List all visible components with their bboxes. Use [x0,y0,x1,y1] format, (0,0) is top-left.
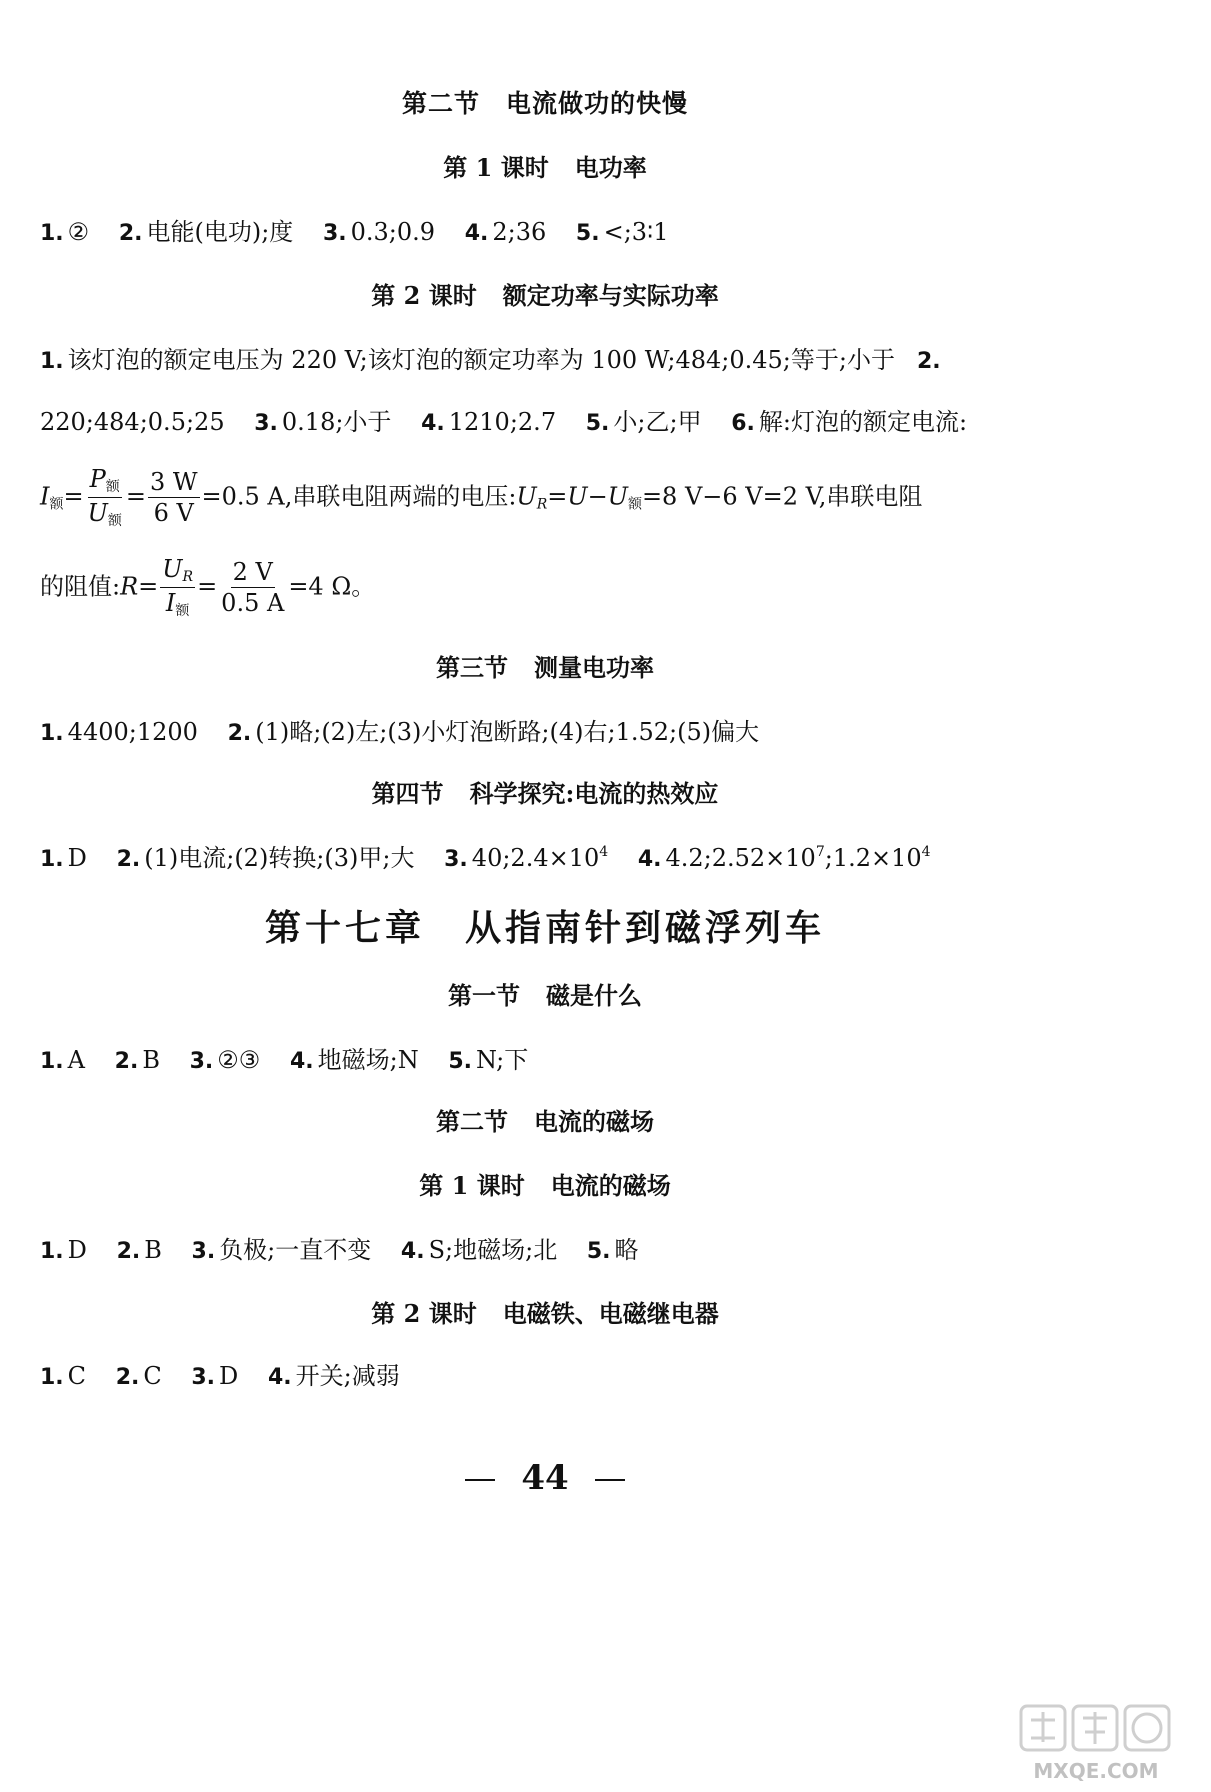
answer-text: =4 Ω。 [288,572,376,601]
lesson-title: 电流的磁场 [550,1171,671,1200]
formula-var: U [607,482,628,511]
answer-text: 2;36 [492,218,547,246]
section-heading [0,1102,1090,1137]
answer-text: =8 V−6 V=2 V,串联电阻 [641,482,923,511]
answer-text: D [67,1236,87,1264]
question-number: 3. [191,1365,216,1390]
fraction [160,556,195,620]
answer-text: 负极;一直不变 [219,1236,372,1264]
question-number: 2. [916,349,941,374]
question-number: 5. [448,1049,473,1074]
formula-op: = [125,482,146,511]
answer-text: 地磁场;N [317,1046,419,1074]
answer-text: ;1.2×10 [824,844,922,872]
answer-line [40,838,931,873]
fraction-denominator: I [165,589,176,618]
lesson-heading [0,1166,1090,1201]
section-heading [0,84,1090,120]
answer-text: B [144,1236,162,1264]
answer-line [40,340,945,375]
section-heading [0,976,1090,1011]
answer-text: B [142,1046,160,1074]
answer-text: ②③ [217,1046,261,1074]
question-number: 1. [40,721,64,746]
answer-text: 的阻值: [40,572,121,601]
answer-text: =0.5 A,串联电阻两端的电压: [201,482,517,511]
answer-text: 小;乙;甲 [613,408,702,436]
question-number: 3. [189,1049,214,1074]
lesson-label: 第 1 课时 [419,1171,525,1200]
formula-var: U [567,482,588,511]
lesson-heading [0,148,1090,183]
lesson-title: 额定功率与实际功率 [502,281,719,310]
answer-text: <;3∶1 [603,218,669,246]
answer-text: ② [67,218,90,246]
formula-sub: 额 [175,603,190,620]
chapter-heading [0,900,1090,951]
question-number: 2. [116,1239,141,1264]
answer-text: 4400;1200 [67,718,198,746]
section-label: 第四节 [371,779,444,808]
answer-text: 略 [614,1236,639,1264]
formula-op: = [63,482,84,511]
page-number-text: 44 [521,1458,569,1498]
exponent: 7 [815,844,825,860]
formula-sub: 额 [627,496,642,513]
question-number: 3. [322,221,347,246]
answer-text: 开关;减弱 [295,1362,400,1390]
formula-var: R [120,572,139,601]
question-number: 2. [118,221,143,246]
section-label: 第二节 [436,1107,508,1136]
question-number: 1. [40,349,64,374]
formula-sub: R [536,496,548,513]
formula-sub: R [182,569,194,585]
question-number: 1. [40,221,64,246]
page-number-dash [465,1479,495,1481]
fraction [86,466,124,530]
lesson-heading [0,276,1090,311]
answer-line [40,712,759,747]
question-number: 3. [254,411,278,436]
fraction-numerator: U [162,555,183,583]
question-number: 2. [114,1049,139,1074]
answer-text: N;下 [476,1046,529,1074]
question-number: 2. [115,1365,140,1390]
answer-text: 4.2;2.52×10 [665,844,816,872]
question-number: 4. [400,1239,425,1264]
question-number: 4. [267,1365,292,1390]
fraction-numerator: P [89,465,106,493]
answer-text: 该灯泡的额定电压为 220 V;该灯泡的额定功率为 100 W;484;0.45;等于;小于 [67,346,895,374]
fraction-numerator: 2 V [231,559,275,588]
section-title: 电流的磁场 [534,1107,654,1136]
lesson-heading [0,1294,1090,1329]
answer-text: 220;484;0.5;25 [40,408,225,436]
formula-sub: 额 [107,513,122,530]
answer-line [40,1230,639,1265]
watermark-logo [991,1698,1201,1788]
section-title: 磁是什么 [546,981,642,1010]
question-number: 4. [464,221,489,246]
section-title: 科学探究:电流的热效应 [469,779,719,808]
question-number: 5. [575,221,600,246]
answer-text: S;地磁场;北 [428,1236,558,1264]
section-label: 第二节 [401,89,480,118]
section-label: 第三节 [436,653,508,682]
lesson-title: 电磁铁、电磁继电器 [502,1299,719,1328]
formula-sub: 额 [105,479,120,495]
question-number: 4. [289,1049,314,1074]
fraction-denominator: U [87,499,108,528]
answer-text: (1)电流;(2)转换;(3)甲;大 [144,844,415,872]
answer-text: 40;2.4×10 [471,844,600,872]
formula-sub: 额 [49,496,64,513]
answer-text: C [143,1362,162,1390]
section-heading [0,774,1090,809]
answer-text: D [67,844,87,872]
question-number: 2. [227,721,252,746]
question-number: 1. [40,1049,64,1074]
formula-var: I [40,482,50,511]
question-number: 3. [444,847,468,872]
page-number [0,1458,1090,1498]
formula-line [40,556,375,620]
page-number-dash [595,1479,625,1481]
formula-op: = [138,572,159,601]
question-number: 1. [40,1239,64,1264]
chapter-title: 从指南针到磁浮列车 [465,908,826,949]
fraction [148,469,200,527]
question-number: 1. [40,847,64,872]
answer-text: 1210;2.7 [448,408,557,436]
answer-line [40,1040,528,1075]
section-title: 电流做功的快慢 [506,89,689,118]
answer-line [40,212,669,247]
fraction-denominator: 0.5 A [221,589,285,618]
section-title: 测量电功率 [534,653,654,682]
answer-text: 0.18;小于 [281,408,392,436]
lesson-label: 第 2 课时 [371,281,477,310]
formula-op: = [197,572,218,601]
question-number: 3. [191,1239,216,1264]
exponent: 4 [599,844,609,860]
question-number: 4. [421,411,445,436]
answer-text: 解:灯泡的额定电流: [758,408,968,436]
answer-text: 0.3;0.9 [350,218,436,246]
question-number: 5. [585,411,610,436]
answer-line [40,1356,400,1391]
section-label: 第一节 [448,981,520,1010]
fraction [219,559,286,617]
formula-var: U [516,482,537,511]
formula-op: − [587,482,608,511]
fraction-numerator: 3 W [148,469,200,498]
question-number: 2. [116,847,141,872]
exponent: 4 [921,844,931,860]
question-number: 6. [731,411,755,436]
lesson-label: 第 2 课时 [371,1299,477,1328]
question-number: 5. [586,1239,611,1264]
answer-text: (1)略;(2)左;(3)小灯泡断路;(4)右;1.52;(5)偏大 [255,718,760,746]
chapter-label: 第十七章 [264,908,425,949]
question-number: 4. [637,847,662,872]
formula-op: = [547,482,568,511]
section-heading [0,648,1090,683]
lesson-title: 电功率 [574,153,647,182]
answer-text: D [219,1362,239,1390]
question-number: 1. [40,1365,64,1390]
watermark-text: MXQE.COM [1033,1759,1159,1783]
answer-text: A [67,1046,86,1074]
answer-text: 电能(电功);度 [146,218,294,246]
fraction-denominator: 6 V [153,499,194,528]
answer-line [40,402,967,437]
formula-line [40,466,922,530]
answer-text: C [67,1362,87,1390]
lesson-label: 第 1 课时 [443,153,549,182]
